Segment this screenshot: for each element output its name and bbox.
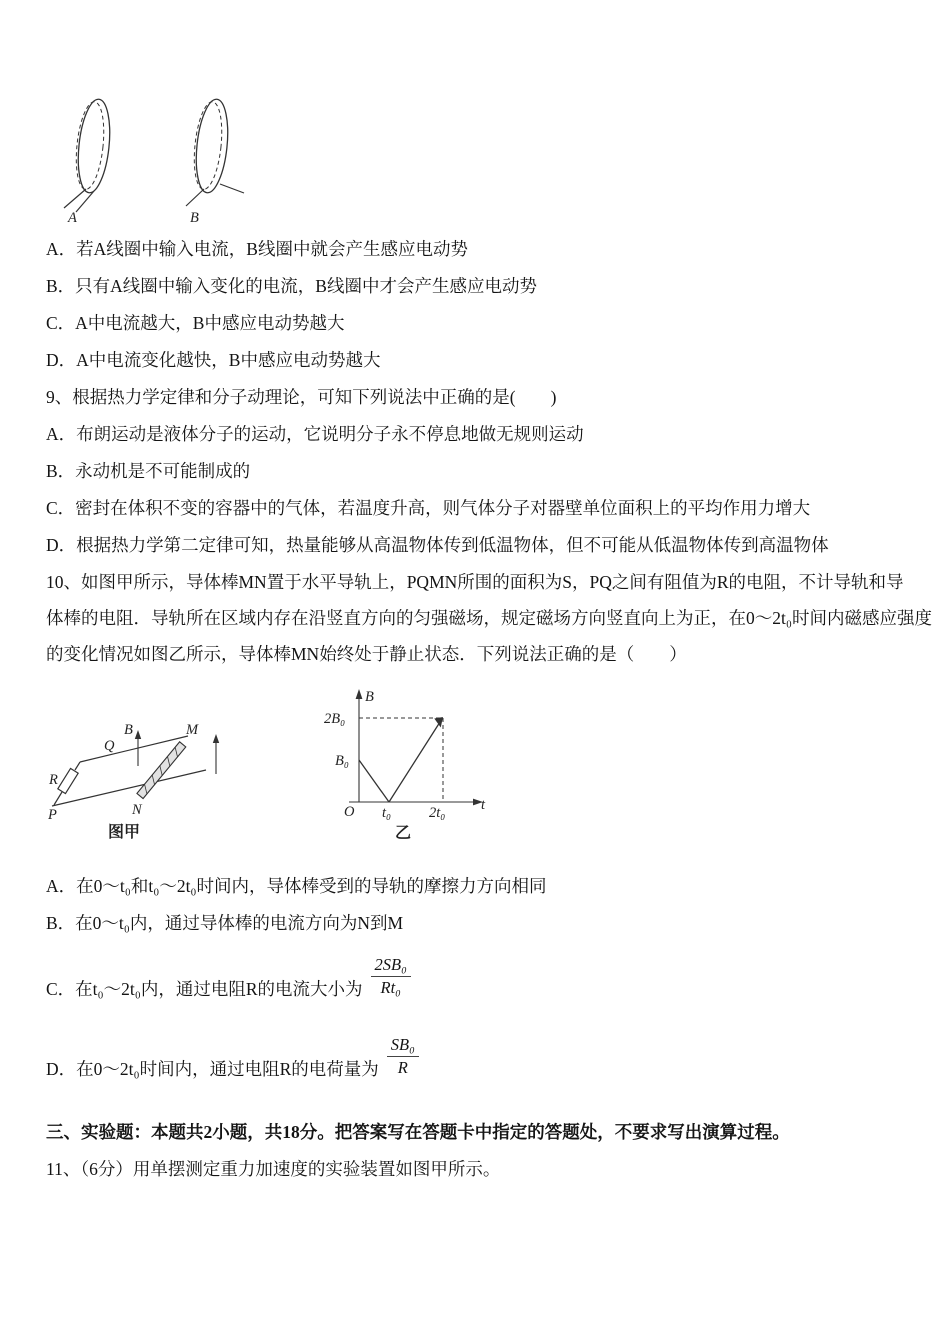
tick-2b0: 2B₀	[324, 711, 346, 727]
fraction-2sb0-rt0	[371, 954, 411, 998]
fraction-denominator: Rt₀	[380, 977, 401, 997]
tick-b0: B₀	[335, 753, 349, 769]
label-b: B	[124, 722, 133, 738]
label-r: R	[49, 772, 58, 788]
label-n: N	[132, 802, 142, 818]
axis-b-label: B	[365, 689, 374, 705]
q11-stem: 11、（6分）用单摆测定重力加速度的实验装置如图甲所示。	[46, 1159, 501, 1179]
fraction-denominator: R	[397, 1057, 408, 1077]
q10-figures	[48, 684, 910, 842]
fraction-numerator: SB₀	[387, 1034, 419, 1056]
q10-option-c	[46, 950, 910, 1008]
q10-option-a: A．在0～t₀和t₀～2t₀时间内，导体棒受到的导轨的摩擦力方向相同	[46, 876, 547, 896]
fraction-numerator: 2SB₀	[371, 954, 411, 976]
q10-option-c-text: C．在t₀～2t₀内，通过电阻R的电流大小为	[46, 979, 363, 999]
coils-figure	[52, 86, 910, 229]
bar-mn	[137, 742, 186, 799]
graph-segment-1	[359, 760, 389, 802]
coil-a-drawing	[72, 97, 114, 194]
q8-option-d: D．A中电流变化越快，B中感应电动势越大	[46, 350, 381, 370]
coil-b-label: B	[190, 210, 199, 224]
coil-b-drawing	[190, 97, 232, 194]
origin-label: O	[344, 804, 355, 820]
resistor-symbol	[58, 768, 78, 793]
q8-option-a: A．若A线圈中输入电流，B线圈中就会产生感应电动势	[46, 239, 468, 259]
figure-jia-caption: 图甲	[108, 824, 141, 841]
rail-circuit-figure	[48, 720, 253, 842]
q8-option-c: C．A中电流越大，B中感应电动势越大	[46, 313, 345, 333]
tick-t0: t₀	[382, 805, 392, 821]
section3-heading: 三、实验题：本题共2小题，共18分。把答案写在答题卡中指定的答题处，不要求写出演算过程。	[46, 1122, 790, 1142]
label-q: Q	[104, 738, 115, 754]
q10-option-d-text: D．在0～2t₀时间内，通过电阻R的电荷量为	[46, 1059, 379, 1079]
q9-option-b: B．永动机是不可能制成的	[46, 461, 251, 481]
label-p: P	[48, 807, 57, 823]
figure-yi-caption: 乙	[395, 825, 412, 842]
q10-stem-line2: 体棒的电阻．导轨所在区域内存在沿竖直方向的匀强磁场，规定磁场方向竖直向上为正，在0～2t₀时间内磁感应强度	[46, 608, 932, 628]
q9-option-a: A．布朗运动是液体分子的运动，它说明分子永不停息地做无规则运动	[46, 424, 584, 444]
q10-option-b: B．在0～t₀内，通过导体棒的电流方向为N到M	[46, 913, 404, 933]
q9-option-d: D．根据热力学第二定律可知，热量能够从高温物体传到低温物体，但不可能从低温物体传到高温物体	[46, 535, 829, 555]
axis-t-label: t	[481, 797, 486, 813]
q9-stem: 9、根据热力学定律和分子动理论，可知下列说法中正确的是( )	[46, 387, 557, 407]
label-m: M	[186, 722, 199, 738]
bt-graph-figure	[319, 684, 494, 842]
coil-a-label: A	[68, 210, 77, 224]
graph-segment-2	[389, 722, 440, 802]
q8-option-b: B．只有A线圈中输入变化的电流，B线圈中才会产生感应电动势	[46, 276, 537, 296]
fraction-sb0-r	[387, 1034, 419, 1078]
coils-figure-drawing	[52, 86, 287, 224]
q10-stem-line3: 的变化情况如图乙所示，导体棒MN始终处于静止状态．下列说法正确的是（ ）	[46, 644, 687, 664]
tick-2t0: 2t₀	[429, 805, 446, 821]
q10-stem-line1: 10、如图甲所示，导体棒MN置于水平导轨上，PQMN所围的面积为S，PQ之间有阻值为R的电阻，不计导轨和导	[46, 572, 904, 592]
q10-option-d	[46, 1030, 910, 1088]
q9-option-c: C．密封在体积不变的容器中的气体，若温度升高，则气体分子对器壁单位面积上的平均作用力增大	[46, 498, 811, 518]
